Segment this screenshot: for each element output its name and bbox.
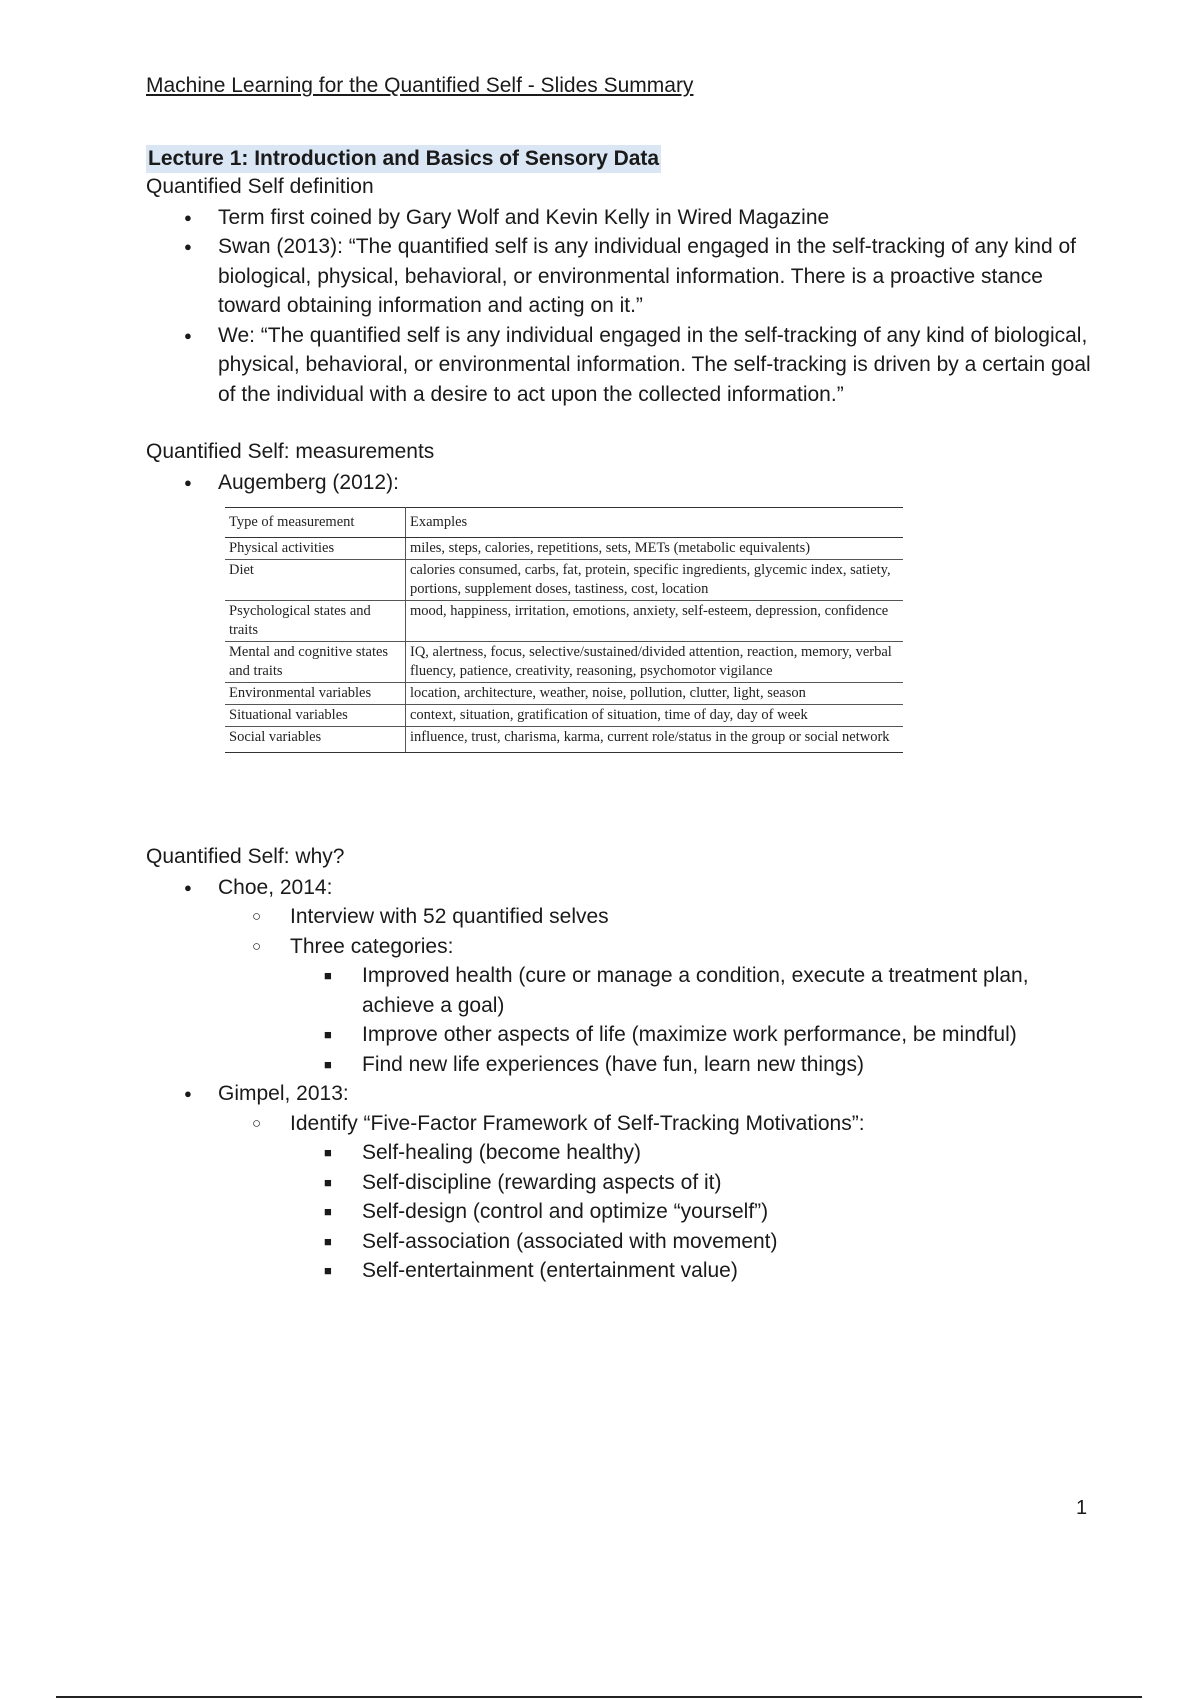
list-item bbox=[146, 873, 1106, 1080]
column-header: Type of measurement bbox=[225, 508, 406, 538]
page-bottom-divider bbox=[56, 1696, 1142, 1698]
list-item: ○ Interview with 52 quantified selves bbox=[218, 902, 1106, 932]
measurements-heading: Quantified Self: measurements bbox=[146, 440, 435, 463]
table-cell: Social variables bbox=[225, 727, 406, 753]
why-list bbox=[146, 873, 1106, 1286]
categories-list bbox=[290, 961, 1106, 1079]
list-item: ● Term first coined by Gary Wolf and Kevin Kelly in Wired Magazine bbox=[146, 203, 1106, 233]
list-item: ● Swan (2013): “The quantified self is any individual engaged in the self-tracking of any kind of biological, physical, behavioral, or environmental information. There is a proactive stance toward obtaining information and acting on it.” bbox=[146, 232, 1106, 321]
definition-section bbox=[146, 172, 1106, 409]
list-item: ■ Self-design (control and optimize “yourself”) bbox=[290, 1197, 1106, 1227]
table-cell: miles, steps, calories, repetitions, sets, METs (metabolic equivalents) bbox=[406, 538, 904, 560]
why-heading: Quantified Self: why? bbox=[146, 845, 345, 868]
page-number: 1 bbox=[1076, 1497, 1088, 1519]
measurements-table bbox=[225, 507, 903, 753]
gimpel-sublist bbox=[218, 1109, 1106, 1286]
table-row bbox=[225, 683, 903, 705]
list-item: ● Augemberg (2012): bbox=[146, 468, 1106, 498]
list-item: ■ Self-healing (become healthy) bbox=[290, 1138, 1106, 1168]
table-row bbox=[225, 642, 903, 683]
table-header-row bbox=[225, 508, 903, 538]
table-cell: Situational variables bbox=[225, 705, 406, 727]
table-row bbox=[225, 538, 903, 560]
table-cell: Psychological states and traits bbox=[225, 601, 406, 642]
table-cell: location, architecture, weather, noise, pollution, clutter, light, season bbox=[406, 683, 904, 705]
choe-sublist bbox=[218, 902, 1106, 1079]
table-row bbox=[225, 727, 903, 753]
measurements-table-figure bbox=[225, 507, 903, 753]
why-section bbox=[146, 842, 1106, 1286]
table-cell: Diet bbox=[225, 560, 406, 601]
table-cell: context, situation, gratification of situation, time of day, day of week bbox=[406, 705, 904, 727]
list-item: ■ Improve other aspects of life (maximize work performance, be mindful) bbox=[290, 1020, 1106, 1050]
lecture-heading: Lecture 1: Introduction and Basics of Sensory Data bbox=[146, 145, 661, 173]
list-item bbox=[146, 1079, 1106, 1286]
factors-list bbox=[290, 1138, 1106, 1286]
definition-heading: Quantified Self definition bbox=[146, 175, 374, 198]
gimpel-label: Gimpel, 2013: bbox=[218, 1082, 349, 1105]
table-cell: calories consumed, carbs, fat, protein, specific ingredients, glycemic index, satiety, portions, supplement doses, tastiness, cost, location bbox=[406, 560, 904, 601]
choe-label: Choe, 2014: bbox=[218, 875, 333, 899]
list-item: ■ Self-entertainment (entertainment value) bbox=[290, 1256, 1106, 1286]
column-header: Examples bbox=[406, 508, 904, 538]
list-item: ■ Find new life experiences (have fun, learn new things) bbox=[290, 1050, 1106, 1080]
table-row bbox=[225, 705, 903, 727]
list-item: ■ Self-association (associated with movement) bbox=[290, 1227, 1106, 1257]
definition-list bbox=[146, 203, 1106, 410]
measurements-list bbox=[146, 468, 1106, 498]
list-item: ● We: “The quantified self is any individual engaged in the self-tracking of any kind of biological, physical, behavioral, or environmental information. The self-tracking is driven by a certain goal of the individual with a desire to act upon the collected information.” bbox=[146, 321, 1106, 410]
categories-label: Three categories: bbox=[290, 934, 454, 958]
document-title: Machine Learning for the Quantified Self - Slides Summary bbox=[146, 74, 694, 97]
table-row bbox=[225, 560, 903, 601]
table-cell: mood, happiness, irritation, emotions, anxiety, self-esteem, depression, confidence bbox=[406, 601, 904, 642]
list-item: ■ Improved health (cure or manage a condition, execute a treatment plan, achieve a goal) bbox=[290, 961, 1106, 1020]
list-item bbox=[218, 1109, 1106, 1286]
table-cell: IQ, alertness, focus, selective/sustained/divided attention, reaction, memory, verbal fluency, patience, creativity, reasoning, psychomotor vigilance bbox=[406, 642, 904, 683]
framework-label: Identify “Five-Factor Framework of Self-Tracking Motivations”: bbox=[290, 1111, 865, 1135]
table-cell: Environmental variables bbox=[225, 683, 406, 705]
measurements-section bbox=[146, 437, 1106, 497]
list-item bbox=[218, 932, 1106, 1080]
table-cell: Mental and cognitive states and traits bbox=[225, 642, 406, 683]
table-cell: influence, trust, charisma, karma, current role/status in the group or social network bbox=[406, 727, 904, 753]
table-row bbox=[225, 601, 903, 642]
table-cell: Physical activities bbox=[225, 538, 406, 560]
list-item: ■ Self-discipline (rewarding aspects of it) bbox=[290, 1168, 1106, 1198]
